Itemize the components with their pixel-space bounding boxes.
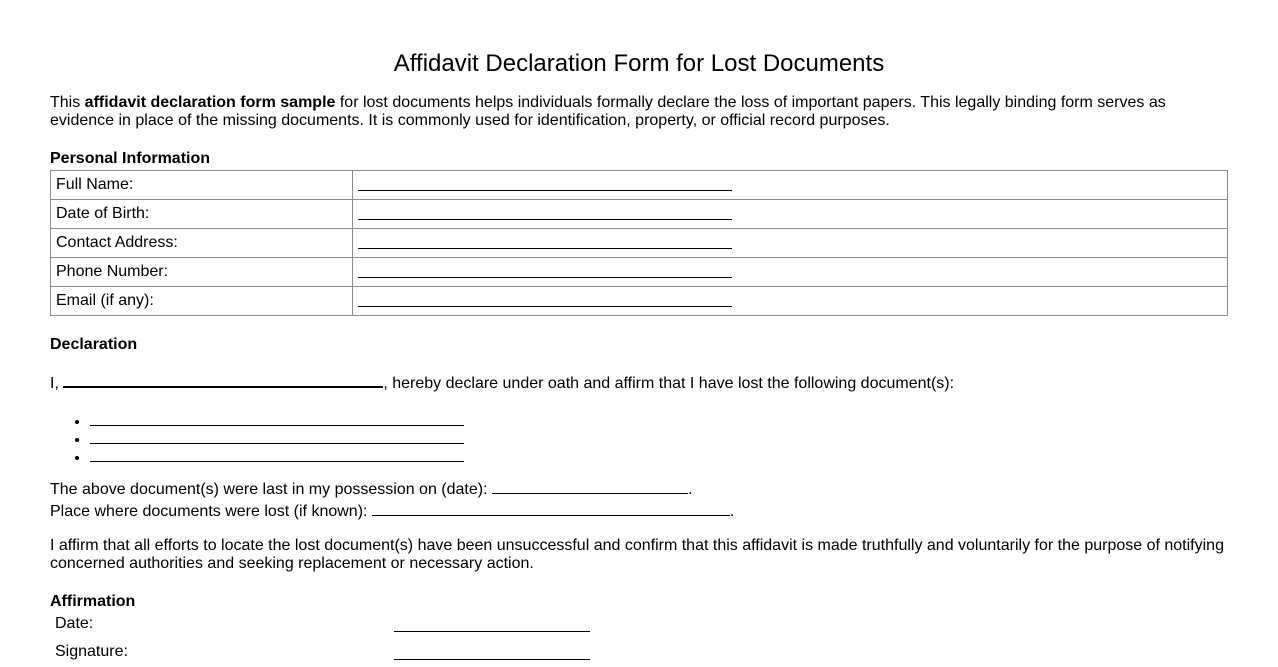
place-period: . bbox=[729, 503, 735, 520]
full-name-label: Full Name: bbox=[51, 171, 353, 200]
possession-period: . bbox=[687, 481, 693, 498]
signature-label: Signature: bbox=[55, 643, 128, 660]
place-label: Place where documents were lost (if known): bbox=[50, 503, 372, 520]
email-field[interactable] bbox=[358, 290, 732, 307]
intro-paragraph bbox=[50, 94, 1228, 130]
table-row bbox=[51, 200, 1228, 229]
phone-number-label: Phone Number: bbox=[51, 258, 353, 287]
declaration-statement bbox=[50, 370, 1228, 393]
declarant-name-field[interactable] bbox=[63, 370, 383, 388]
date-of-birth-field[interactable] bbox=[358, 203, 732, 220]
personal-info-heading: Personal Information bbox=[50, 150, 211, 167]
declaration-prefix: I, bbox=[50, 375, 64, 392]
phone-number-field[interactable] bbox=[358, 261, 732, 278]
affirmation-heading: Affirmation bbox=[50, 593, 136, 610]
lost-document-field-1[interactable] bbox=[90, 409, 464, 426]
affirmation-paragraph: I affirm that all efforts to locate the lost document(s) have been unsuccessful and confirm that this affidavit is made truthfully and voluntarily for the purpose of notifying concerned authorities and seeking replacement or necessary action. bbox=[50, 537, 1224, 572]
contact-address-label: Contact Address: bbox=[51, 229, 353, 258]
affirmation-date-label: Date: bbox=[55, 615, 94, 632]
personal-info-table bbox=[50, 170, 1228, 316]
signature-row bbox=[50, 639, 1228, 667]
list-item bbox=[90, 427, 1228, 445]
affirmation-date-row bbox=[50, 611, 1228, 639]
contact-address-cell bbox=[353, 229, 1228, 258]
intro-text-bold: affidavit declaration form sample bbox=[84, 94, 336, 111]
full-name-cell bbox=[353, 171, 1228, 200]
list-item bbox=[90, 409, 1228, 427]
lost-documents-list bbox=[50, 409, 1228, 463]
email-cell bbox=[353, 287, 1228, 316]
declaration-suffix: , hereby declare under oath and affirm that I have lost the following document(s): bbox=[383, 375, 955, 392]
list-item bbox=[90, 445, 1228, 463]
possession-date-field[interactable] bbox=[492, 477, 688, 494]
table-row bbox=[51, 287, 1228, 316]
possession-block bbox=[50, 477, 1228, 521]
declaration-heading: Declaration bbox=[50, 336, 138, 353]
table-row bbox=[51, 258, 1228, 287]
table-row bbox=[51, 171, 1228, 200]
full-name-field[interactable] bbox=[358, 174, 732, 191]
date-of-birth-cell bbox=[353, 200, 1228, 229]
place-lost-field[interactable] bbox=[372, 499, 730, 516]
phone-number-cell bbox=[353, 258, 1228, 287]
document-title: Affidavit Declaration Form for Lost Documents bbox=[393, 50, 885, 77]
intro-text-start: This bbox=[50, 94, 85, 111]
table-row bbox=[51, 229, 1228, 258]
email-label: Email (if any): bbox=[51, 287, 353, 316]
contact-address-field[interactable] bbox=[358, 232, 732, 249]
possession-label: The above document(s) were last in my possession on (date): bbox=[50, 481, 492, 498]
affirmation-date-field[interactable] bbox=[394, 615, 590, 632]
lost-document-field-3[interactable] bbox=[90, 445, 464, 462]
lost-document-field-2[interactable] bbox=[90, 427, 464, 444]
intro-text-end: for lost documents helps individuals formally declare the loss of important papers. This legally binding form serves as evidence in place of the missing documents. It is commonly used for identification, property, or official record purposes. bbox=[50, 94, 1166, 129]
signature-field[interactable] bbox=[394, 643, 590, 660]
date-of-birth-label: Date of Birth: bbox=[51, 200, 353, 229]
